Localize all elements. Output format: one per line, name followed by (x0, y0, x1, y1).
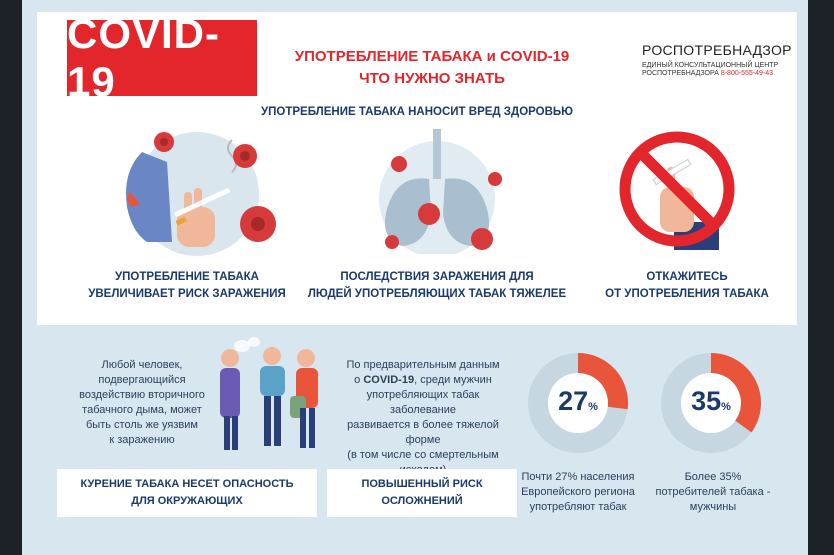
no-smoking-icon (612, 127, 742, 252)
secondhand-line: табачного дыма, может (82, 404, 202, 416)
secondhand-box (57, 469, 317, 517)
prelim-box-line-1: ПОВЫШЕННЫЙ РИСК (361, 478, 483, 490)
stat-value-27: 27% (558, 386, 598, 416)
prelim-line: употребляющих табак заболевание (366, 389, 480, 416)
stat-line: Европейского региона (521, 486, 635, 498)
lungs-virus-icon (357, 124, 517, 254)
column-caption-3 (592, 269, 782, 303)
stat-line: употребляют табак (529, 501, 627, 513)
agency-sub-1: ЕДИНЫЙ КОНСУЛЬТАЦИОННЫЙ ЦЕНТР (642, 62, 779, 69)
prelim-line: По предварительным данным (346, 359, 500, 371)
secondhand-box-line-1: КУРЕНИЕ ТАБАКА НЕСЕТ ОПАСНОСТЬ (80, 478, 294, 490)
covid-badge: COVID-19 (67, 20, 257, 96)
caption-2-line-1: ПОСЛЕДСТВИЯ ЗАРАЖЕНИЯ ДЛЯ (340, 271, 534, 283)
secondhand-line: к заражению (109, 434, 175, 446)
title-line-1: УПОТРЕБЛЕНИЕ ТАБАКА и COVID-19 (294, 48, 570, 65)
stat-line: Более 35% (684, 471, 742, 483)
agency-sub (642, 62, 792, 78)
caption-3-line-1: ОТКАЖИТЕСЬ (646, 271, 728, 283)
agency-name: РОСПОТРЕБНАДЗОР (642, 42, 792, 58)
title-line-2: ЧТО НУЖНО ЗНАТЬ (359, 70, 505, 87)
prelim-box-line-2: ОСЛОЖНЕНИЙ (381, 495, 463, 507)
stat-line: Почти 27% населения (521, 471, 635, 483)
page-title (287, 46, 577, 90)
people-smoke-icon (202, 336, 332, 454)
agency-phone: 8-800-555-49-43 (720, 70, 773, 77)
harm-heading: УПОТРЕБЛЕНИЕ ТАБАКА НАНОСИТ ВРЕД ЗДОРОВЬЮ (260, 106, 574, 118)
prelim-line: о COVID-19, среди мужчин (354, 374, 492, 386)
prelim-line: развивается в более тяжелой форме (347, 419, 499, 446)
secondhand-text (72, 358, 212, 448)
covid-bold: COVID-19 (363, 374, 415, 386)
secondhand-line: Любой человек, (101, 359, 183, 371)
stat-value-35: 35% (691, 386, 731, 416)
stat-caption-27 (508, 470, 648, 515)
prelim-line: (в том числе со смертельным (347, 449, 499, 461)
caption-2-line-2: ЛЮДЕЙ УПОТРЕБЛЯЮЩИХ ТАБАК ТЯЖЕЛЕЕ (307, 288, 567, 300)
caption-1-line-2: УВЕЛИЧИВАЕТ РИСК ЗАРАЖЕНИЯ (88, 288, 286, 300)
caption-1-line-1: УПОТРЕБЛЕНИЕ ТАБАКА (115, 271, 259, 283)
column-caption-1 (82, 269, 292, 303)
secondhand-line: быть столь же уязвим (86, 419, 198, 431)
stat-line: мужчины (689, 501, 737, 513)
secondhand-line: подвергающийся (98, 374, 186, 386)
caption-3-line-2: ОТ УПОТРЕБЛЕНИЯ ТАБАКА (605, 288, 769, 300)
column-caption-2 (307, 269, 567, 303)
stat-line: потребителей табака - (655, 486, 771, 498)
smoking-hand-virus-icon (112, 112, 292, 262)
top-panel (37, 12, 797, 325)
secondhand-line: воздействию вторичного (79, 389, 205, 401)
stat-caption-35 (645, 470, 781, 515)
prelim-box (327, 469, 517, 517)
prelim-text (340, 358, 506, 478)
secondhand-box-line-2: ДЛЯ ОКРУЖАЮЩИХ (131, 495, 243, 507)
infographic-page (22, 0, 808, 555)
agency-block (642, 42, 792, 78)
agency-sub-2: РОСПОТРЕБНАДЗОРА (642, 70, 719, 77)
